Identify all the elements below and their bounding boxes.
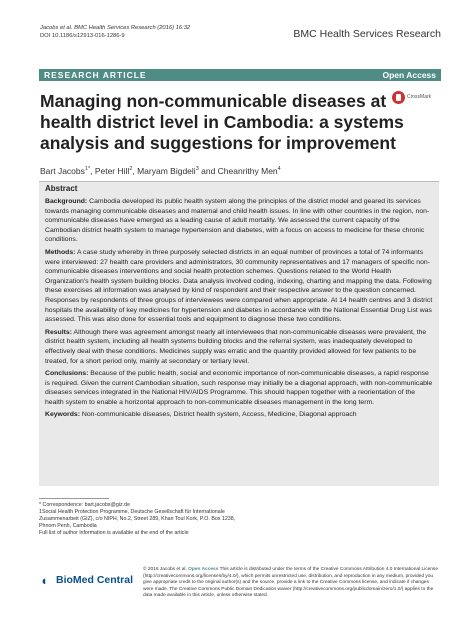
publisher-logo (40, 573, 140, 587)
abstract-methods (45, 248, 435, 325)
section-label: Keywords: (45, 411, 80, 419)
author-list (40, 166, 281, 176)
abstract-background (45, 197, 435, 245)
article-title: Managing non-communicable diseases at health district level in Cambodia: a systems analysis and suggestions for improvement (40, 91, 404, 153)
section-text: Non-communicable diseases, District health system, Access, Medicine, Diagonal approach (81, 411, 357, 419)
crossmark-button[interactable] (392, 90, 442, 106)
abstract-heading: Abstract (45, 184, 78, 193)
publisher-name: BioMed Central (56, 574, 134, 586)
correspondence[interactable]: * Correspondence: bart.jacobs@giz.de (39, 502, 131, 508)
copyright: © 2016 Jacobs et al. (143, 567, 187, 572)
section-label: Results: (45, 328, 73, 336)
crossmark-label: CrossMark (407, 94, 432, 100)
section-text: A case study whereby in three purposely selected districts in an equal number of provinces a total of 74 informants were interviewed: 27 health care providers and administrators, 30 community representatives and 17 managers of specific non-communicable diseases interventions and social health protection schemes. Questions related to the World Health Organization's health system building blocks. Data analysis involved coding, indexing, charting and mapping the data. Following these exercises all information was analysed by kind of respondent and their respective answer to the question concerned. Responses by respondents of three groups of interviewees were compared when appropriate. At 14 health centres and 3 district hospitals the availability of key medicines for hypertension and diabetes in accordance with the National Essential Drug List was assessed. This was also done for essential tools and equipment to diagnose these two conditions. (45, 248, 433, 324)
section-label: Background: (45, 198, 88, 205)
abstract-conclusions (45, 369, 435, 407)
section-text: Because of the public health, social and economic importance of non-communicable diseases, a rapid response is required. Given the current Cambodian situation, such response may initially be a diagonal approach, with non-communicable diseases services integrated in the National HIV/AIDS Programme. This should happen together with a reorientation of the health system to enable a horizontal approach to non-communicable diseases management in the long term. (45, 370, 433, 406)
abstract-body (45, 197, 435, 423)
citation-line: Jacobs et al. BMC Health Services Research (2016) 16:32 (40, 25, 191, 31)
section-label: Methods: (45, 248, 76, 256)
abstract-results (45, 328, 435, 366)
section-label: Conclusions: (45, 370, 89, 378)
author-info-note: Full list of author information is available at the end of the article (39, 530, 189, 536)
footnotes (39, 502, 239, 537)
authors-text: Bart Jacobs$^{1*}$, Peter Hill$^2$, Maryam Bigdeli$^3$ and Cheanrithy Men$^4$ (40, 166, 281, 176)
running-header (40, 24, 190, 40)
doi[interactable]: DOI 10.1186/s12913-016-1286-9 (40, 33, 125, 39)
abstract-box (39, 181, 439, 486)
affiliation: 1Social Health Protection Programme, Deutsche Gesellschaft für Internationale Zusammenarbeit (GIZ), c/o NIPH, No.2, Street 289, Khan Toul Kork, P.O. Box 1238, Phnom Penh, Cambodia (39, 509, 236, 529)
journal-name: BMC Health Services Research (293, 28, 441, 40)
article-type-band (39, 69, 441, 81)
open-access-label: Open Access (382, 70, 436, 80)
license-text: This article is distributed under the terms of the Creative Commons Attribution 4.0 International License (http://creativecommons.org/licenses/by/4.0/), which permits unrestricted use, distribution, and reproduction in any medium, provided you give appropriate credit to the original author(s) and the source, provide a link to the Creative Commons license, and indicate if changes were made. The Creative Commons Public Domain Dedication waiver (http://creativecommons.org/publicdomain/zero/1.0/) applies to the data made available in this article, unless otherwise stated. (143, 567, 438, 599)
footnote-divider (39, 498, 109, 499)
abstract-keywords (45, 410, 435, 420)
biomed-central-icon: ◖ (40, 573, 48, 588)
crossmark-icon (392, 91, 405, 104)
license-open-access: Open Access (188, 567, 219, 572)
license-statement (143, 567, 439, 600)
section-text: Although there was agreement amongst nearly all interviewees that non-communicable diseases were prevalent, the district health system, including all health systems building blocks and the referral system, was inadequately developed to effectively deal with these conditions. Medicines supply was erratic and the quantity provided allowed for few patients to be treated, for a short period only, mainly at secondary or tertiary level. (45, 328, 427, 365)
section-label: RESEARCH ARTICLE (44, 70, 147, 80)
section-text: Cambodia developed its public health system along the principles of the district model and geared its services towards managing communicable diseases and maternal and child health issues. In line with other countries in the region, non-communicable diseases have emerged as a leading cause of adult mortality. We assessed the current capacity of the Cambodian district health system to manage hypertension and diabetes, with a focus on access to medicine for these chronic conditions. (45, 198, 430, 244)
